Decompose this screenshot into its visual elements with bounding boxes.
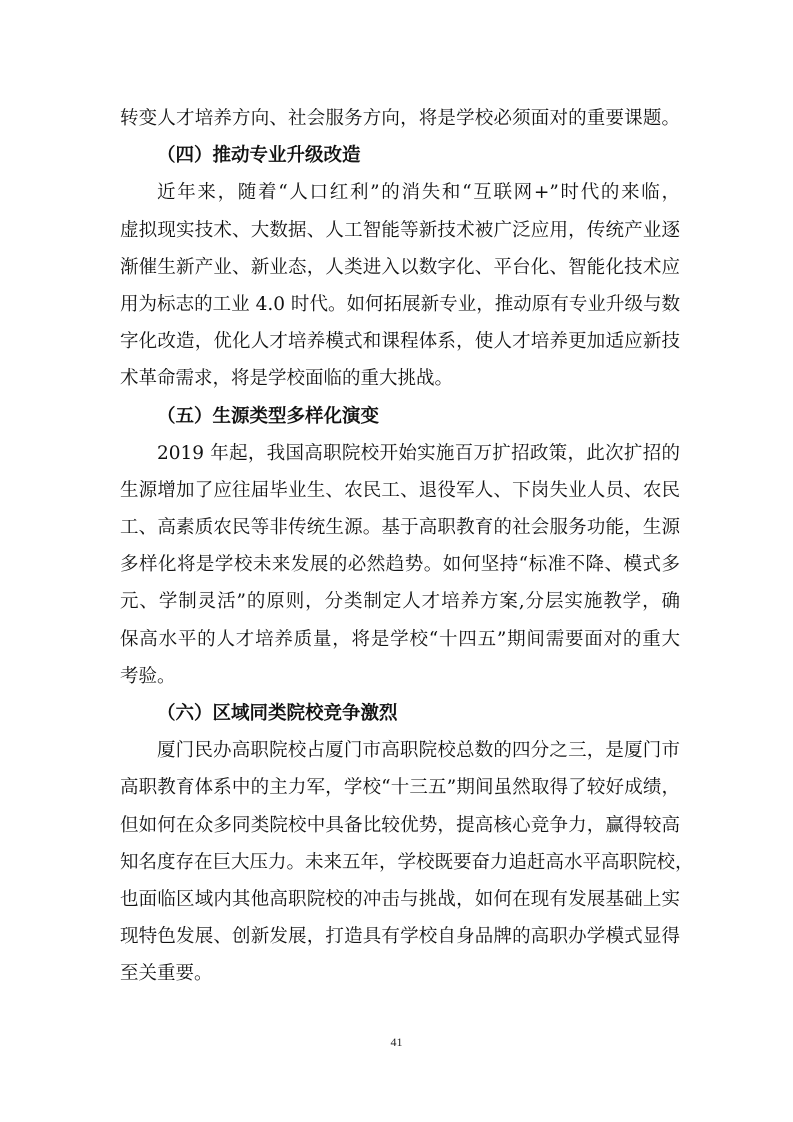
paragraph-line: 保高水平的人才培养质量，将是学校“十四五”期间需要面对的重大: [120, 628, 680, 650]
paragraph-line: 多样化将是学校未来发展的必然趋势。如何坚持“标准不降、模式多: [120, 554, 680, 576]
paragraph-line: 但如何在众多同类院校中具备比较优势，提高核心竞争力，赢得较高: [120, 814, 680, 836]
paragraph-line: 厦门民办高职院校占厦门市高职院校总数的四分之三，是厦门市: [157, 740, 680, 762]
document-body: [120, 100, 694, 993]
paragraph-line: 工、高素质农民等非传统生源。基于高职教育的社会服务功能，生源: [120, 517, 680, 539]
paragraph-line: 考验。: [120, 665, 176, 687]
page-number: 41: [390, 1035, 403, 1049]
paragraph-line: 近年来，随着“人口红利”的消失和“互联网+”时代的来临，: [157, 182, 680, 204]
paragraph-line: 现特色发展、创新发展，打造具有学校自身品牌的高职办学模式显得: [120, 926, 680, 948]
paragraph-line: 渐催生新产业、新业态，人类进入以数字化、平台化、智能化技术应: [120, 256, 680, 278]
paragraph-line: 生源增加了应往届毕业生、农民工、退役军人、下岗失业人员、农民: [120, 479, 680, 501]
paragraph-line: 2019 年起，我国高职院校开始实施百万扩招政策，此次扩招的: [157, 442, 680, 464]
section-heading-6: （六）区域同类院校竞争激烈: [157, 703, 398, 724]
paragraph-line: 也面临区域内其他高职院校的冲击与挑战，如何在现有发展基础上实: [120, 888, 680, 910]
paragraph-line: 至关重要。: [120, 963, 213, 985]
paragraph-line: 知名度存在巨大压力。未来五年，学校既要奋力追赶高水平高职院校，: [120, 851, 694, 873]
paragraph-line: 虚拟现实技术、大数据、人工智能等新技术被广泛应用，传统产业逐: [120, 219, 680, 241]
paragraph-line: 转变人才培养方向、社会服务方向，将是学校必须面对的重要课题。: [120, 108, 680, 129]
section-heading-5: （五）生源类型多样化演变: [157, 405, 380, 427]
paragraph-line: 用为标志的工业 4.0 时代。如何拓展新专业，推动原有专业升级与数: [120, 293, 680, 315]
paragraph-line: 字化改造，优化人才培养模式和课程体系，使人才培养更加适应新技: [120, 331, 680, 353]
section-heading-4: （四）推动专业升级改造: [157, 145, 361, 167]
paragraph-line: 高职教育体系中的主力军，学校“十三五”期间虽然取得了较好成绩，: [120, 777, 680, 799]
paragraph-line: 术革命需求，将是学校面临的重大挑战。: [120, 368, 454, 390]
paragraph-line: 元、学制灵活”的原则，分类制定人才培养方案,分层实施教学，确: [120, 591, 680, 613]
